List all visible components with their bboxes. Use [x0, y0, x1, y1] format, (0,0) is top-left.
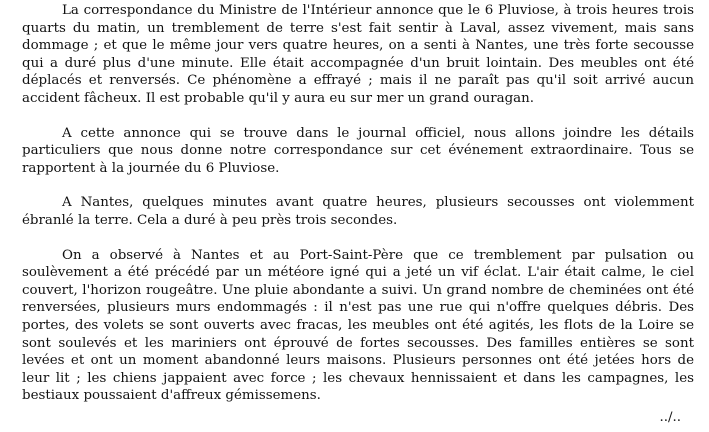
continuation-mark: ../..	[659, 410, 681, 425]
paragraph-nantes-secousses: A Nantes, quelques minutes avant quatre heures, plusieurs secousses ont violemment ébranlé la terre. Cela a duré à peu près trois secondes.	[22, 195, 694, 228]
paragraph-gap	[22, 177, 694, 194]
document-body	[22, 2, 694, 405]
paragraph-laval-nantes: La correspondance du Ministre de l'Intérieur annonce que le 6 Pluviose, à trois heures trois quarts du matin, un tremblement de terre s'est fait sentir à Laval, assez vivement, mais sans dommage ; et que le même jour vers quatre heures, on a senti à Nantes, une très forte secousse qui a duré plus d'une minute. Elle était accompagnée d'un bruit lointain. Des meubles ont été déplacés et renversés. Ce phénomène a effrayé ; mais il ne paraît pas qu'il soit arrivé aucun accident fâcheux. Il est probable qu'il y aura eu sur mer un grand ouragan.	[22, 3, 694, 106]
paragraph-gap	[22, 108, 694, 125]
paragraph-gap	[22, 230, 694, 247]
paragraph-journal-officiel: A cette annonce qui se trouve dans le journal officiel, nous allons joindre les détails particuliers que nous donne notre correspondance sur cet événement extraordinaire. Tous se rapportent à la journée du 6 Pluviose.	[22, 125, 694, 176]
paragraph-port-saint-pere: On a observé à Nantes et au Port-Saint-Père que ce tremblement par pulsation ou soulèvement a été précédé par un météore igné qui a jeté un vif éclat. L'air était calme, le ciel couvert, l'horizon rougeâtre. Une pluie abondante a suivi. Un grand nombre de cheminées ont été renversées, plusieurs murs endommagés : il n'est pas une rue qui n'offre quelques débris. Des portes, des volets se sont ouverts avec fracas, les meubles ont été agités, les flots de la Loire se sont soulevés et les mariniers ont éprouvé de fortes secousses. Des familles entières se sont levées et ont un moment abandonné leurs maisons. Plusieurs personnes ont été jetées hors de leur lit ; les chiens jappaient avec force ; les chevaux hennissaient et dans les campagnes, les bestiaux poussaient d'affreux gémissemens.	[22, 247, 694, 404]
